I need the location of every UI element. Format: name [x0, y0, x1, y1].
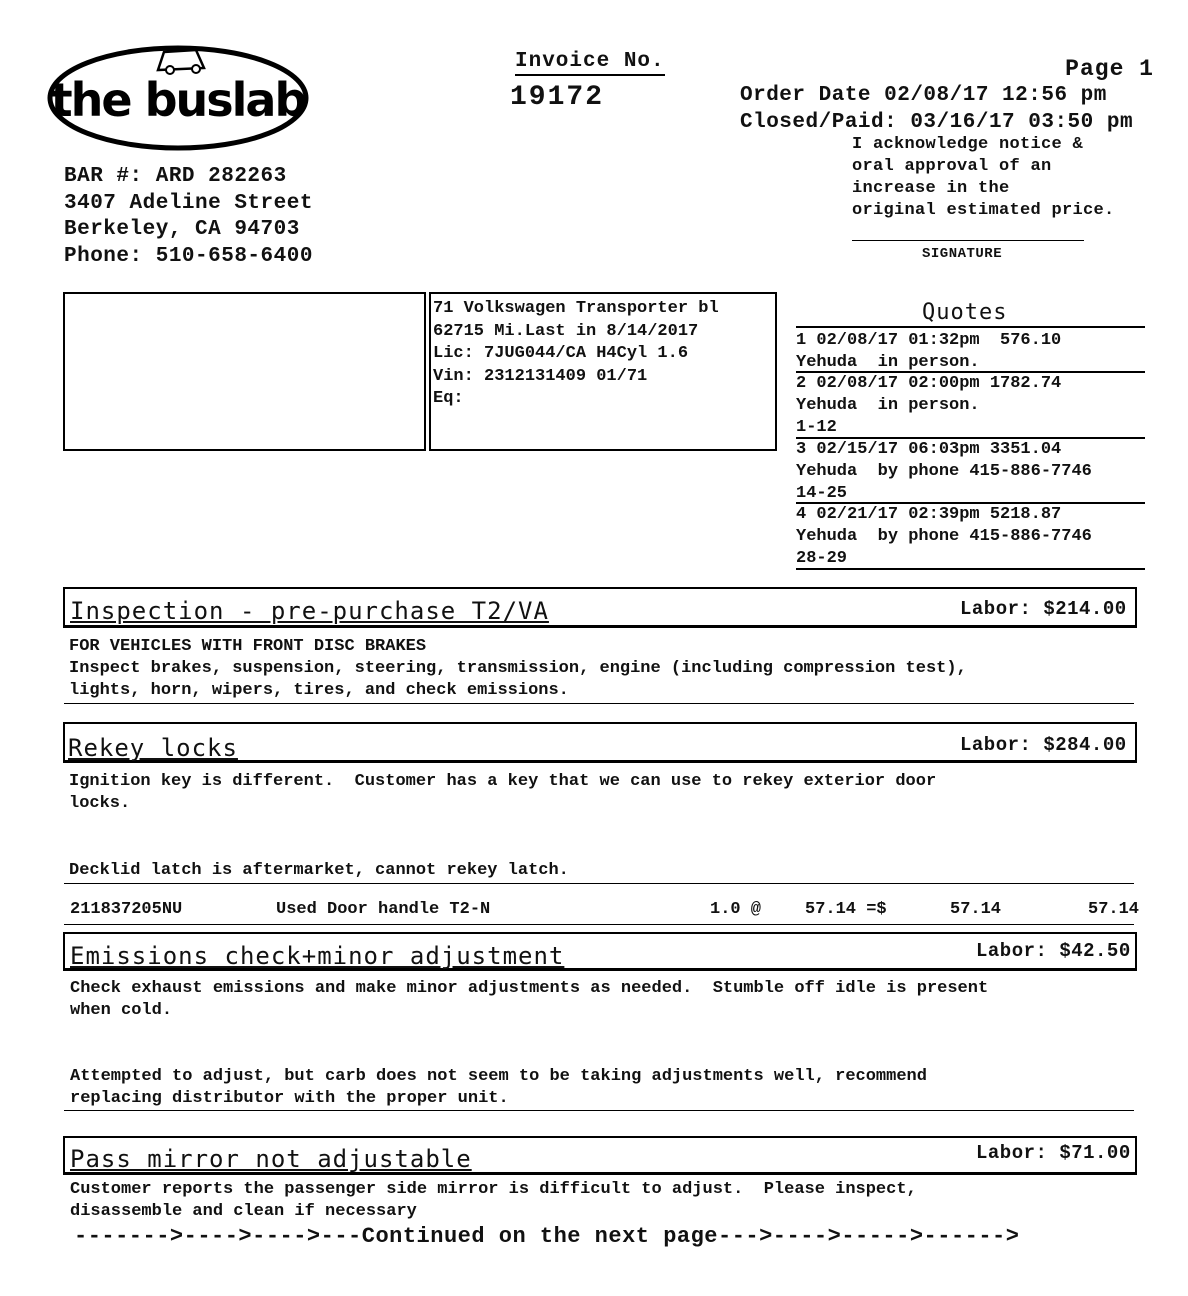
- quote-rule: [796, 568, 1145, 570]
- vehicle-info: [433, 298, 719, 411]
- address-line: BAR #: ARD 282263: [64, 165, 287, 188]
- section-description: Customer reports the passenger side mirror is difficult to adjust. Please inspect, disassemble and clean if necessary: [70, 1180, 917, 1221]
- part-qty: 1.0 @: [710, 900, 762, 919]
- invoice-label: Invoice No.: [515, 50, 665, 76]
- continued-notice: ------->---->---->---Continued on the next page--->---->----->------>: [74, 1224, 1020, 1249]
- address-line: Phone: 510-658-6400: [64, 244, 313, 268]
- page-number: Page 1: [1065, 56, 1154, 82]
- quote-rule: [796, 326, 1145, 328]
- section-title: Emissions check+minor adjustment: [70, 942, 565, 970]
- buslab-logo: [46, 42, 310, 152]
- ack-line: I acknowledge notice &: [852, 135, 1084, 154]
- quotes-title: Quotes: [922, 300, 1008, 325]
- address-line: Berkeley, CA 94703: [64, 218, 300, 241]
- part-total: 57.14: [1088, 900, 1140, 919]
- section-title: Pass mirror not adjustable: [70, 1145, 472, 1173]
- part-description: Used Door handle T2-N: [276, 900, 491, 919]
- invoice-dates: [740, 82, 1133, 136]
- vehicle-line: Eq:: [433, 389, 464, 408]
- address-line: 3407 Adeline Street: [64, 191, 313, 215]
- customer-box: [63, 292, 426, 451]
- logo-text: the buslab: [50, 73, 306, 127]
- section-divider: [64, 924, 1134, 925]
- part-price: 57.14 =$: [805, 900, 887, 919]
- section-description: FOR VEHICLES WITH FRONT DISC BRAKES Inspect brakes, suspension, steering, transmission, engine (including compression test), lights, horn, wipers, tires, and check emissions.: [69, 637, 967, 700]
- section-title: Inspection - pre-purchase T2/VA: [70, 597, 549, 625]
- labor-amount: Labor: $42.50: [976, 940, 1131, 962]
- ack-line: oral approval of an: [852, 157, 1052, 176]
- section-divider: [64, 883, 1134, 884]
- ack-line: original estimated price.: [852, 201, 1115, 220]
- part-amount: 57.14: [950, 900, 1002, 919]
- vehicle-line: 71 Volkswagen Transporter bl: [433, 299, 719, 318]
- quote-entry: 2 02/08/17 02:00pm 1782.74 Yehuda in person. 1-12: [796, 374, 1062, 437]
- order-date: Order Date 02/08/17 12:56 pm: [740, 84, 1107, 107]
- signature-line: [852, 240, 1084, 241]
- vehicle-line: Lic: 7JUG044/CA H4Cyl 1.6: [433, 344, 689, 363]
- vehicle-line: 62715 Mi.Last in 8/14/2017: [433, 321, 699, 341]
- labor-amount: Labor: $214.00: [960, 598, 1127, 620]
- quote-entry: 1 02/08/17 01:32pm 576.10 Yehuda in person.: [796, 331, 1062, 372]
- vehicle-line: Vin: 2312131409 01/71: [433, 366, 648, 386]
- section-description: Ignition key is different. Customer has a key that we can use to rekey exterior door locks.: [69, 772, 937, 813]
- section-title: Rekey locks: [68, 734, 238, 762]
- section-description: Check exhaust emissions and make minor adjustments as needed. Stumble off idle is present when cold.: [70, 979, 989, 1020]
- section-divider: [64, 703, 1134, 704]
- signature-label: SIGNATURE: [922, 246, 1003, 262]
- labor-amount: Labor: $71.00: [976, 1142, 1131, 1164]
- quote-entry: 4 02/21/17 02:39pm 5218.87 Yehuda by phone 415-886-7746 28-29: [796, 505, 1092, 568]
- ack-line: increase in the: [852, 179, 1010, 198]
- section-note: Attempted to adjust, but carb does not seem to be taking adjustments well, recommend replacing distributor with the proper unit.: [70, 1067, 927, 1108]
- quote-entry: 3 02/15/17 06:03pm 3351.04 Yehuda by phone 415-886-7746 14-25: [796, 440, 1092, 503]
- shop-address: [64, 164, 313, 270]
- acknowledgement-text: [852, 134, 1115, 222]
- labor-amount: Labor: $284.00: [960, 734, 1127, 756]
- section-note: Decklid latch is aftermarket, cannot rekey latch.: [69, 861, 569, 880]
- section-divider: [64, 1110, 1134, 1111]
- invoice-number: 19172: [510, 82, 605, 113]
- part-number: 211837205NU: [70, 900, 183, 919]
- closed-paid-date: Closed/Paid: 03/16/17 03:50 pm: [740, 111, 1134, 134]
